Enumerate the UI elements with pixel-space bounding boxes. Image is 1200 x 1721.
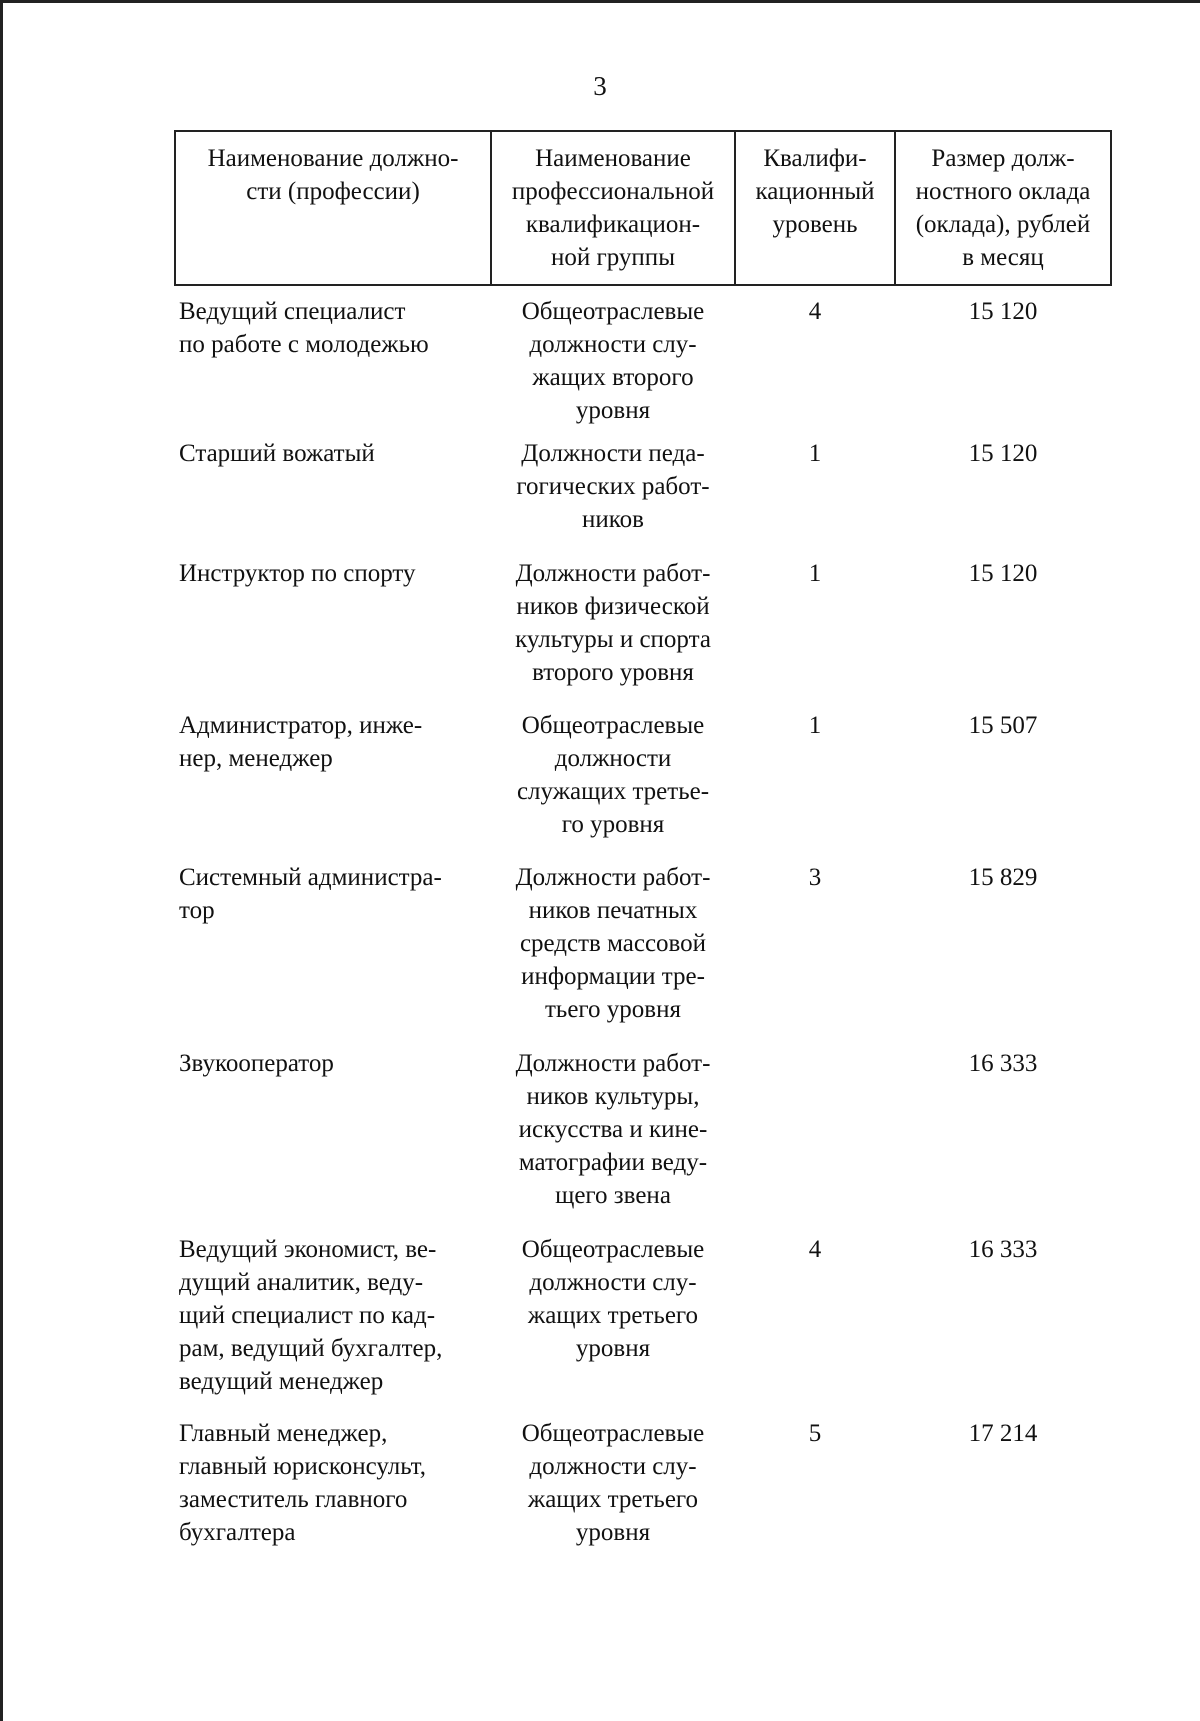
cell-group: Общеотраслевые должности слу- жащих третьего уровня [521,1420,705,1546]
table-row [175,709,1111,861]
header-level: Квалифи- кационный уровень [735,131,895,285]
salary-table [174,130,1112,1557]
cell-position: Администратор, инже- нер, менеджер [179,712,423,772]
cell-position: Старший вожатый [179,440,375,467]
table-row [175,1047,1111,1233]
cell-salary: 16 333 [968,1236,1038,1263]
table-header [175,131,1111,285]
cell-level: 1 [808,712,822,739]
salary-table-container [174,130,1110,1557]
cell-position: Ведущий экономист, ве- дущий аналитик, веду- щий специалист по кад- рам, ведущий бухгалтер, ведущий менеджер [179,1236,443,1395]
cell-position: Ведущий специалист по работе с молодежью [179,298,429,358]
scan-top-border [0,0,1200,3]
table-row [175,285,1111,437]
cell-group: Должности работ- ников печатных средств массовой информации тре- тьего уровня [515,864,711,1023]
cell-level: 3 [808,864,822,891]
table-row [175,437,1111,557]
table-row [175,557,1111,709]
cell-salary: 15 120 [968,560,1038,587]
header-group: Наименование профессиональной квалификацион- ной группы [491,131,735,285]
cell-group: Общеотраслевые должности слу- жащих второго уровня [521,298,705,424]
cell-salary: 15 120 [968,298,1038,325]
header-row [175,131,1111,285]
cell-group: Общеотраслевые должности слу- жащих третьего уровня [521,1236,705,1362]
cell-salary: 15 120 [968,440,1038,467]
cell-position: Звукооператор [179,1050,334,1077]
cell-group: Должности педа- гогических работ- ников [516,440,710,533]
cell-position: Инструктор по спорту [179,560,416,587]
cell-salary: 15 829 [968,864,1038,891]
cell-level: 4 [808,298,822,325]
table-row [175,861,1111,1047]
table-body [175,285,1111,1557]
table-row [175,1233,1111,1417]
cell-level: 4 [808,1236,822,1263]
page-number: 3 [593,71,607,101]
cell-salary: 17 214 [968,1420,1038,1447]
cell-position: Системный администра- тор [179,864,442,924]
cell-group: Должности работ- ников культуры, искусства и кине- матографии веду- щего звена [515,1050,711,1209]
cell-position: Главный менеджер, главный юрисконсульт, заместитель главного бухгалтера [179,1420,426,1546]
cell-salary: 16 333 [968,1050,1038,1077]
scan-left-border [0,0,3,1721]
cell-salary: 15 507 [968,712,1038,739]
cell-level [735,1047,895,1233]
cell-group: Должности работ- ников физической культуры и спорта второго уровня [515,560,711,686]
cell-group: Общеотраслевые должности служащих третье- го уровня [516,712,710,838]
header-salary: Размер долж- ностного оклада (оклада), рублей в месяц [895,131,1111,285]
header-position: Наименование должно- сти (профессии) [175,131,491,285]
cell-level: 1 [808,440,822,467]
table-row [175,1417,1111,1557]
cell-level: 1 [808,560,822,587]
cell-level: 5 [808,1420,822,1447]
